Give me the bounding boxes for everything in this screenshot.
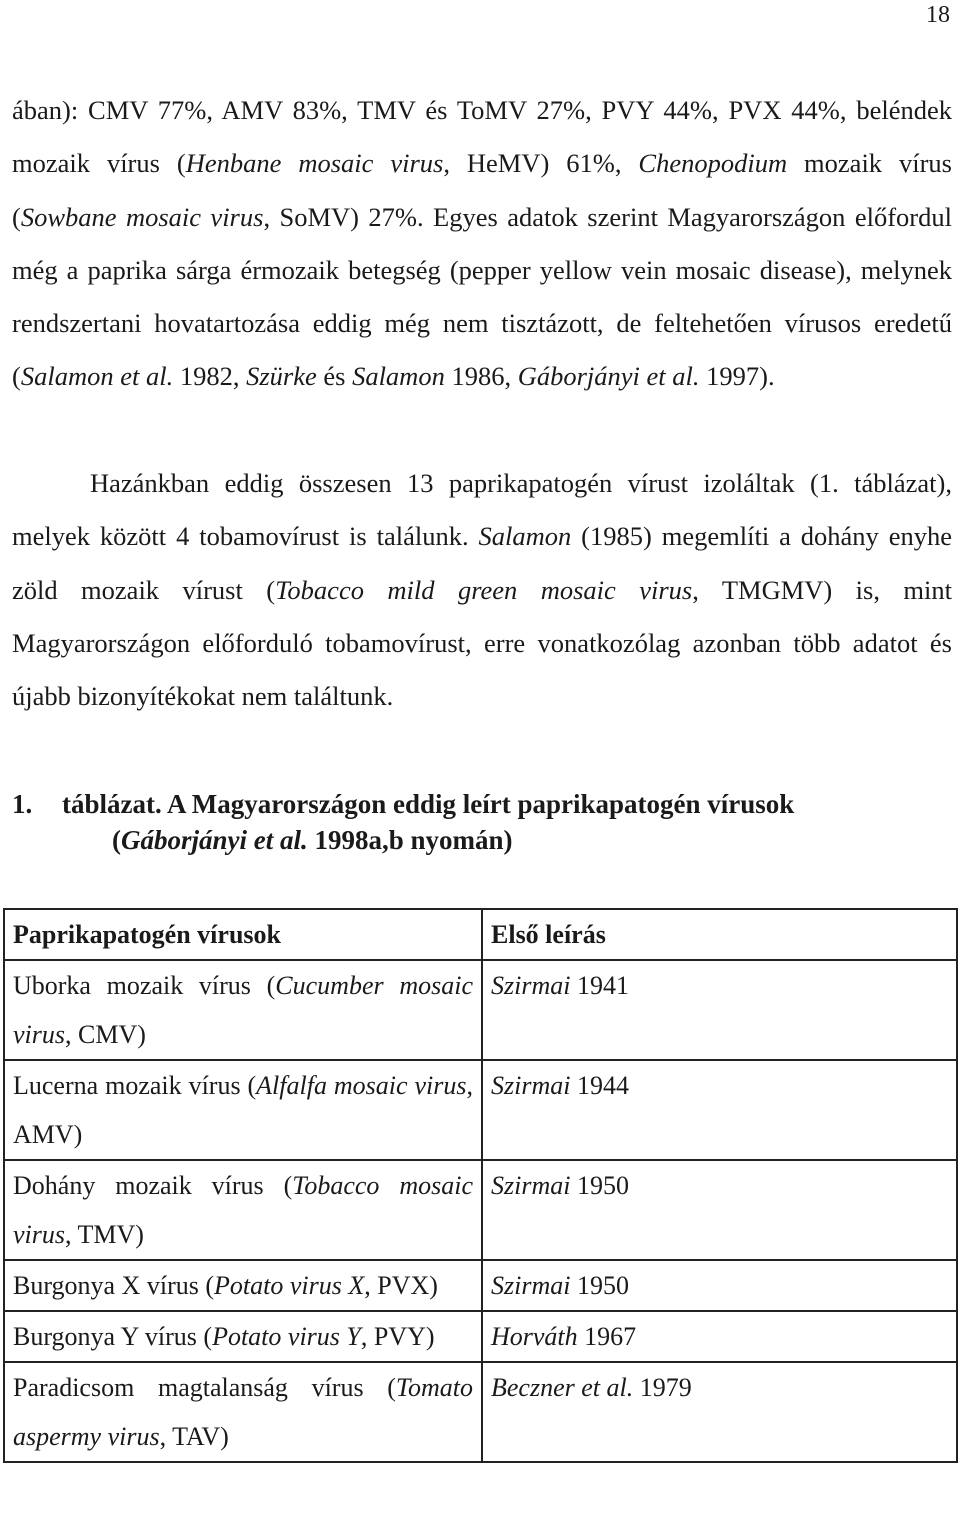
table-row xyxy=(4,1160,957,1260)
italic-run: Chenopodium xyxy=(638,148,788,179)
italic-run: Salamon xyxy=(478,521,572,552)
table-row xyxy=(4,1060,957,1160)
table-header-row xyxy=(4,909,957,960)
cell-first-description: Szirmai 1950 xyxy=(482,1160,957,1260)
cell-virus-name: Uborka mozaik vírus (Cucumber mosaic virus, CMV) xyxy=(4,960,482,1060)
cell-first-description: Szirmai 1944 xyxy=(482,1060,957,1160)
header-virus: Paprikapatogén vírusok xyxy=(4,909,482,960)
italic-run: Szirmai xyxy=(491,1271,571,1300)
caption-number: 1. xyxy=(12,789,33,819)
italic-run: Szürke xyxy=(246,361,317,392)
cell-virus-name: Dohány mozaik vírus (Tobacco mosaic virus, TMV) xyxy=(4,1160,482,1260)
cell-first-description: Szirmai 1950 xyxy=(482,1260,957,1311)
cell-virus-name: Lucerna mozaik vírus (Alfalfa mosaic virus, AMV) xyxy=(4,1060,482,1160)
body-paragraph-2: Hazánkban eddig összesen 13 paprikapatogén vírust izoláltak (1. táblázat), melyek között 4 tobamovírust is találunk. Salamon (1985) megemlíti a dohány enyhe zöld mozaik vírust (Tobacco mild green mosaic virus, TMGMV) is, mint Magyarországon előforduló tobamovírust, erre vonatkozólag azonban több adatot és újabb bizonyítékokat nem találtunk. xyxy=(12,468,953,712)
italic-run: Salamon et al. xyxy=(20,361,174,392)
italic-run: Potato virus Y xyxy=(212,1322,361,1351)
table-row xyxy=(4,1362,957,1462)
italic-run: Tobacco mosaic virus xyxy=(13,1171,473,1249)
header-first-description: Első leírás xyxy=(482,909,957,960)
italic-run: Szirmai xyxy=(491,971,571,1000)
table-caption xyxy=(12,786,952,858)
italic-run: Cucumber mosaic virus xyxy=(13,971,473,1049)
italic-run: Salamon xyxy=(352,361,445,392)
cell-virus-name: Burgonya X vírus (Potato virus X, PVX) xyxy=(4,1260,482,1311)
cell-first-description: Horváth 1967 xyxy=(482,1311,957,1362)
virus-table xyxy=(3,908,958,1463)
table-row xyxy=(4,1311,957,1362)
italic-run: Sowbane mosaic virus xyxy=(20,201,264,232)
italic-run: Gáborjányi et al. xyxy=(517,361,700,392)
italic-run: Potato virus X xyxy=(214,1271,365,1300)
italic-run: Henbane mosaic virus xyxy=(185,148,444,179)
cell-virus-name: Burgonya Y vírus (Potato virus Y, PVY) xyxy=(4,1311,482,1362)
cell-first-description: Szirmai 1941 xyxy=(482,960,957,1060)
italic-run: Gáborjányi et al. xyxy=(121,825,308,855)
italic-run: Tobacco mild green mosaic virus xyxy=(275,574,693,605)
cell-first-description: Beczner et al. 1979 xyxy=(482,1362,957,1462)
table-body xyxy=(4,960,957,1462)
body-paragraph-1: ában): CMV 77%, AMV 83%, TMV és ToMV 27%, PVY 44%, PVX 44%, beléndek mozaik vírus (Henbane mosaic virus, HeMV) 61%, Chenopodium mozaik vírus (Sowbane mosaic virus, SoMV) 27%. Egyes adatok szerint Magyarországon előfordul még a paprika sárga érmozaik betegség (pepper yellow vein mosaic disease), melynek rendszertani hovatartozása eddig még nem tisztázott, de feltehetően vírusos eredetű (Salamon et al. 1982, Szürke és Salamon 1986, Gáborjányi et al. 1997). xyxy=(12,95,952,392)
italic-run: Tomato aspermy virus xyxy=(13,1373,473,1451)
italic-run: Szirmai xyxy=(491,1071,571,1100)
table-row xyxy=(4,960,957,1060)
italic-run: Beczner et al. xyxy=(491,1373,634,1402)
italic-run: Szirmai xyxy=(491,1171,571,1200)
italic-run: Alfalfa mosaic virus xyxy=(256,1071,467,1100)
cell-virus-name: Paradicsom magtalanság vírus (Tomato aspermy virus, TAV) xyxy=(4,1362,482,1462)
caption-title: táblázat. A Magyarországon eddig leírt paprikapatogén vírusok xyxy=(62,789,795,819)
caption-source: (Gáborjányi et al. 1998a,b nyomán) xyxy=(112,825,513,855)
table-row xyxy=(4,1260,957,1311)
italic-run: Horváth xyxy=(491,1322,578,1351)
page-number: 18 xyxy=(926,2,950,28)
